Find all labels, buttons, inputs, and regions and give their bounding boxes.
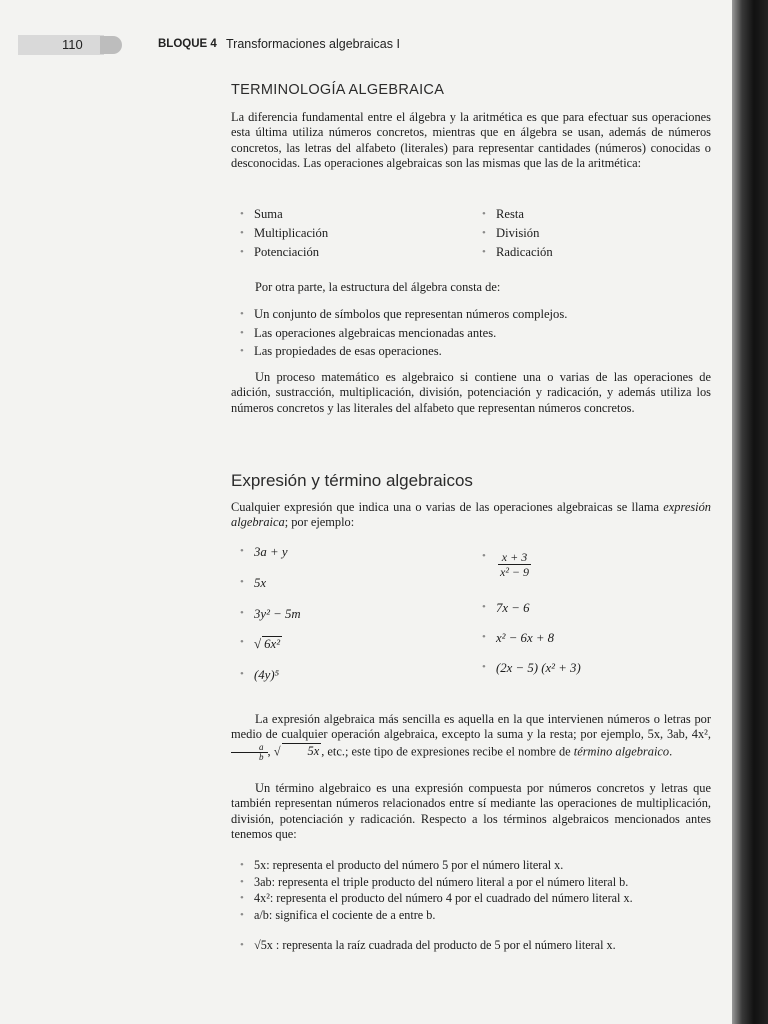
page-binding-shadow (732, 0, 768, 1024)
list-item: • √5x : representa la raíz cuadrada del producto de 5 por el número literal x. (240, 937, 710, 954)
fraction (496, 550, 533, 579)
list-item: • Las propiedades de esas operaciones. (240, 342, 710, 361)
example-expression (240, 576, 266, 591)
page-number: 110 (62, 37, 83, 52)
simple-expression-paragraph: La expresión algebraica más sencilla es aquella en la que intervienen números o letras por medio de cualquier operación algebraica, excepto la suma y la resta; por ejemplo, 5x, 3ab, 4x², $\frac{a}{b}$ , √ 5x , etc.; este tipo de expresiones recibe el nombre de término algebraico. (231, 712, 711, 762)
operations-list-left (240, 205, 460, 262)
term-definition-paragraph: Un término algebraico es una expresión compuesta por números concretos y letras que también representan números relacionados entre sí mediante las operaciones de multiplicación, división, potenciación y radicación. Respecto a los términos algebraicos mencionados antes tenemos que: (231, 781, 711, 842)
list-item: • Multiplicación (240, 224, 460, 243)
fraction-denominator: x² − 9 (500, 565, 530, 579)
expressions-intro-term: expresión algebraica (231, 500, 711, 530)
expressions-intro (231, 500, 711, 531)
example-expression (482, 661, 581, 676)
example-expression (482, 550, 533, 579)
example-text: 6x² (264, 637, 281, 651)
block-label: BLOQUE 4 (158, 38, 217, 50)
fraction (231, 743, 268, 762)
example-expression (240, 607, 301, 622)
expressions-intro-tail: ; por ejemplo: (284, 515, 355, 530)
operations-list-right (482, 205, 682, 262)
list-item: • 3ab: representa el triple producto del número literal a por el número literal b. (240, 874, 710, 891)
list-item: • Las operaciones algebraicas mencionadas antes. (240, 324, 710, 343)
intro-paragraph: La diferencia fundamental entre el álgebra y la aritmética es que para efectuar sus operaciones esta última utiliza números concretos, mientras que en álgebra se usan, además de números concretos, las letras del alfabeto (literales) para representar cantidades (números) conocidas o desconocidas. Las operaciones algebraicas son las mismas que las de la aritmética: (231, 110, 711, 171)
list-item: • Resta (482, 205, 682, 224)
fraction-numerator: a (231, 743, 268, 753)
example-text: (2x − 5) (x² + 3) (496, 661, 581, 675)
header-tab (18, 35, 104, 55)
expressions-intro-text: Cualquier expresión que indica una o varias de las operaciones algebraicas se llama (231, 500, 664, 514)
simple-text-2: , etc.; este tipo de expresiones recibe el nombre de (321, 744, 574, 759)
sqrt-radicand: 5x (307, 744, 320, 759)
example-expression (240, 545, 288, 560)
section-title-expressions: Expresión y término algebraicos (231, 471, 473, 490)
section-title-terminology: TERMINOLOGÍA ALGEBRAICA (231, 82, 445, 98)
process-paragraph: Un proceso matemático es algebraico si contiene una o varias de las operaciones de adición, sustracción, multiplicación, división, potenciación y radicación, y además utiliza los números concretos y las literales del alfabeto que representan números concretos. (231, 370, 711, 415)
list-item: • Suma (240, 205, 460, 224)
term-explanations-list (240, 857, 710, 954)
example-expression (240, 668, 279, 683)
example-expression (482, 631, 554, 646)
example-text: 7x − 6 (496, 601, 530, 615)
list-item: • Potenciación (240, 243, 460, 262)
list-item: • 5x: representa el producto del número 5 por el número literal x. (240, 857, 710, 874)
sqrt-icon: √ (273, 744, 281, 759)
structure-list (240, 305, 710, 361)
block-title: Transformaciones algebraicas I (226, 37, 400, 51)
example-text: (4y)⁵ (254, 668, 280, 682)
simple-text-3: . (669, 744, 673, 759)
fraction-denominator: b (259, 751, 264, 762)
list-item: • a/b: significa el cociente de a entre b. (240, 907, 710, 924)
sqrt-icon: √ (254, 636, 262, 651)
simple-term: término algebraico (573, 744, 670, 759)
example-expression (240, 636, 282, 652)
list-item: • Radicación (482, 243, 682, 262)
example-text: x² − 6x + 8 (496, 631, 555, 645)
list-item: • 4x²: representa el producto del número 4 por el cuadrado del número literal x. (240, 890, 710, 907)
fraction-numerator: • x + 3 (498, 550, 531, 565)
example-text: 5x (254, 576, 267, 590)
structure-intro: Por otra parte, la estructura del álgebra consta de: (255, 280, 501, 294)
list-item: • División (482, 224, 682, 243)
example-text: 3y² − 5m (254, 607, 301, 621)
example-expression (482, 601, 530, 616)
header-arrow-icon (100, 36, 122, 54)
example-text: 3a + y (254, 545, 288, 559)
simple-text: La expresión algebraica más sencilla es aquella en la que intervienen números o letras por medio de cualquier operación algebraica, excepto la suma y la resta; por ejemplo, 5x, 3ab, 4x², (231, 712, 711, 742)
list-item: • Un conjunto de símbolos que representan números complejos. (240, 305, 710, 324)
